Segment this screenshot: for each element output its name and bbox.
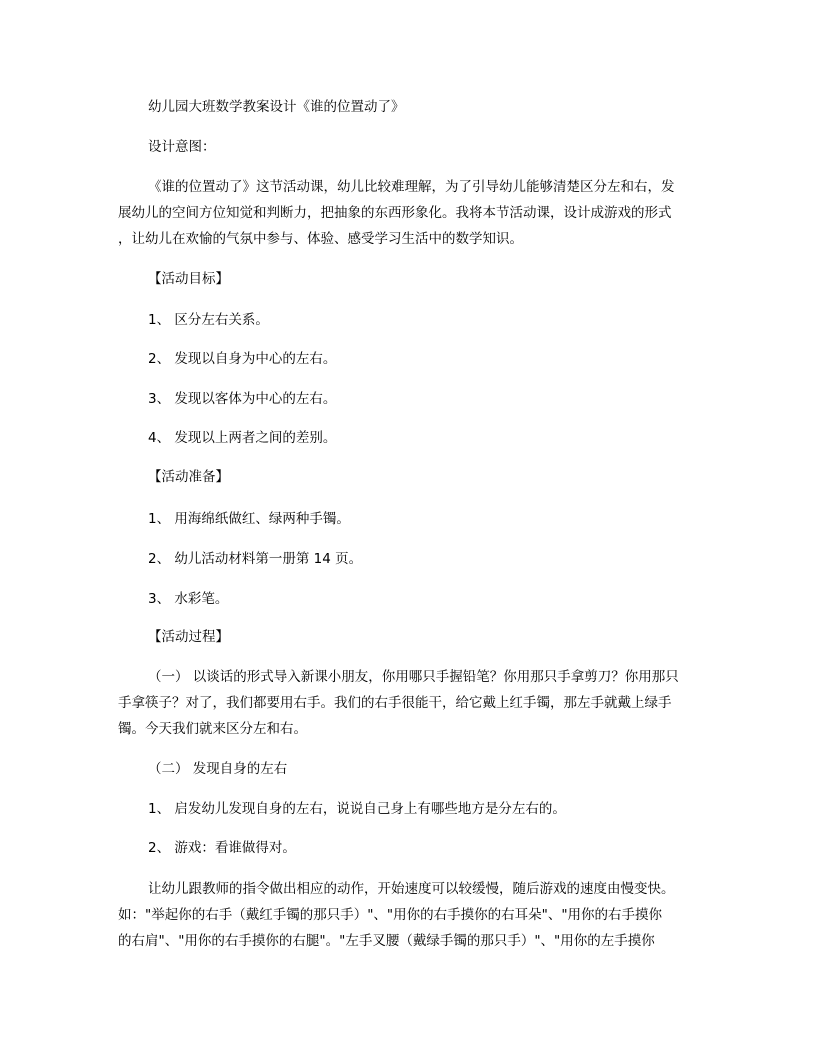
game-instructions-line: 让幼儿跟教师的指令做出相应的动作，开始速度可以较缓慢，随后游戏的速度由慢变快。 [148, 881, 675, 897]
prep-heading: 【活动准备】 [148, 469, 229, 485]
prep-item: 2、 幼儿活动材料第一册第 14 页。 [148, 551, 363, 567]
intro-paragraph [118, 174, 708, 252]
process-step-two-item: 2、 游戏：看谁做得对。 [148, 840, 296, 856]
process-step-one-paragraph [118, 664, 708, 742]
goal-item: 4、 发现以上两者之间的差别。 [148, 430, 337, 446]
design-intent-heading: 设计意图： [148, 139, 216, 155]
process-step-one-line: 镯。今天我们就来区分左和右。 [118, 721, 307, 737]
process-step-two-heading: （二） 发现自身的左右 [148, 761, 288, 777]
goal-item: 3、 发现以客体为中心的左右。 [148, 391, 337, 407]
game-instructions-paragraph [118, 876, 708, 954]
prep-item: 3、 水彩笔。 [148, 591, 229, 607]
intro-line: ，让幼儿在欢愉的气氛中参与、体验、感受学习生活中的数学知识。 [118, 231, 523, 247]
process-heading: 【活动过程】 [148, 629, 229, 645]
goal-item: 1、 区分左右关系。 [148, 312, 269, 328]
process-step-two-item: 1、 启发幼儿发现自身的左右，说说自己身上有哪些地方是分左右的。 [148, 801, 566, 817]
goal-item: 2、 发现以自身为中心的左右。 [148, 351, 337, 367]
process-step-one-line: 手拿筷子？对了，我们都要用右手。我们的右手很能干，给它戴上红手镯，那左手就戴上绿手 [118, 695, 672, 711]
intro-line: 《谁的位置动了》这节活动课，幼儿比较难理解，为了引导幼儿能够清楚区分左和右，发 [148, 179, 675, 195]
intro-line: 展幼儿的空间方位知觉和判断力，把抽象的东西形象化。我将本节活动课，设计成游戏的形式 [118, 205, 672, 221]
prep-item: 1、 用海绵纸做红、绿两种手镯。 [148, 511, 350, 527]
process-step-one-line: （一） 以谈话的形式导入新课小朋友，你用哪只手握铅笔？你用那只手拿剪刀？你用那只 [148, 669, 679, 685]
goals-heading: 【活动目标】 [148, 271, 229, 287]
game-instructions-line: 如："举起你的右手（戴红手镯的那只手）"、"用你的右手摸你的右耳朵"、"用你的右手摸你 [118, 907, 663, 923]
game-instructions-line: 的右肩"、"用你的右手摸你的右腿"。"左手叉腰（戴绿手镯的那只手）"、"用你的左手摸你 [118, 933, 655, 949]
document-title: 幼儿园大班数学教案设计《谁的位置动了》 [148, 99, 405, 115]
